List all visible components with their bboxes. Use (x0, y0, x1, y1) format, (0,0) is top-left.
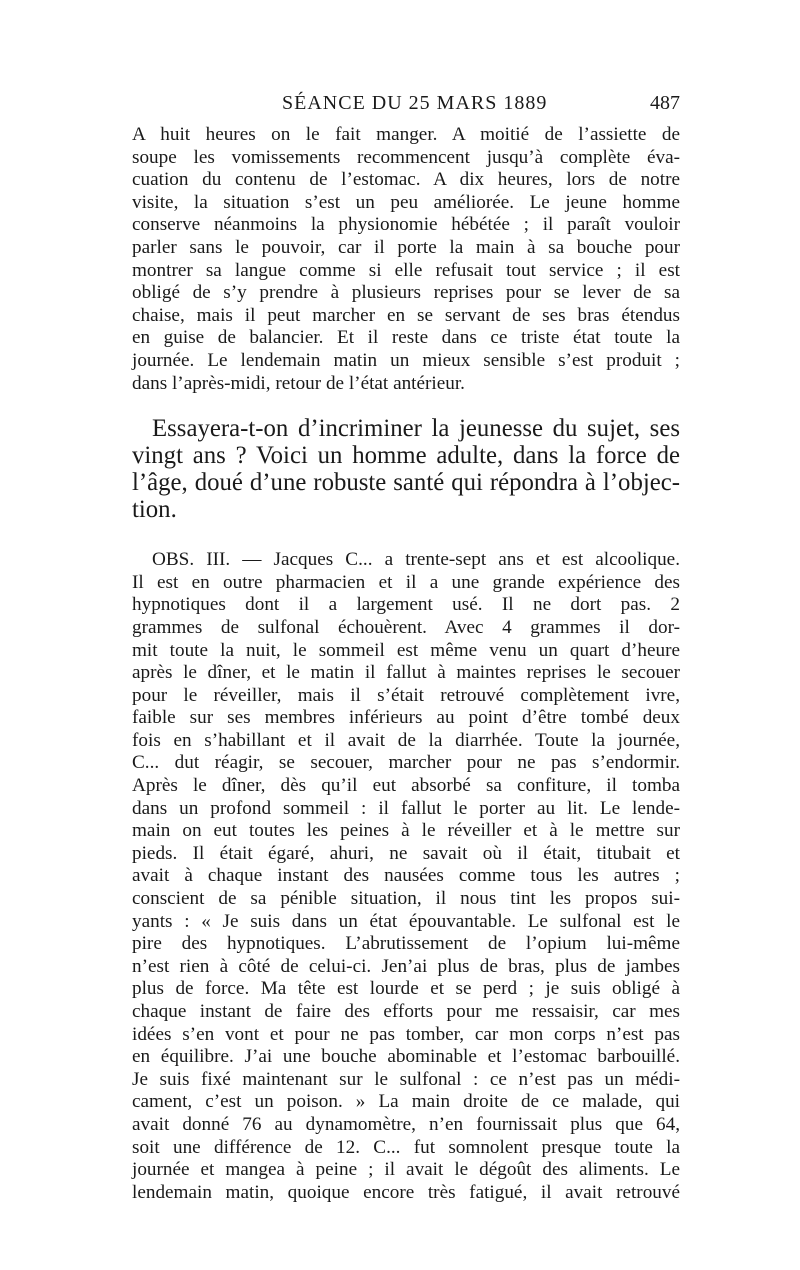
text-line: soit une différence de 12. C... fut somnolent presque toute la (132, 1136, 680, 1158)
text-line: en guise de balancier. Et il reste dans ce triste état toute la (132, 327, 680, 349)
text-line: faible sur ses membres inférieurs au point d’être tombé deux (132, 707, 680, 729)
running-header (132, 92, 680, 124)
text-line: idées s’en vont et pour ne pas tomber, car mon corps n’est pas (132, 1023, 680, 1045)
paragraph-narrative (132, 124, 680, 395)
text-line: pieds. Il était égaré, ahuri, ne savait où il était, titubait et (132, 842, 680, 864)
header-title: SÉANCE DU 25 MARS 1889 (282, 92, 548, 114)
text-line: journée. Le lendemain matin un mieux sensible s’est produit ; (132, 349, 680, 371)
text-line: Je suis fixé maintenant sur le sulfonal : ce n’est pas un médi- (132, 1068, 680, 1090)
text-line: chaise, mais il peut marcher en se servant de ses bras étendus (132, 304, 680, 326)
page-number: 487 (650, 92, 680, 114)
document-page (132, 92, 680, 1204)
text-line: conserve néanmoins la physionomie hébétée ; il paraît vouloir (132, 214, 680, 236)
text-line: montrer sa langue comme si elle refusait tout service ; il est (132, 259, 680, 281)
text-line: dans l’après-midi, retour de l’état antérieur. (132, 372, 465, 394)
text-line: avait donné 76 au dynamomètre, n’en fournissait plus que 64, (132, 1113, 680, 1135)
paragraph-observation (132, 549, 680, 1204)
text-line: Après le dîner, dès qu’il eut absorbé sa confiture, il tomba (132, 775, 680, 797)
text-line: yants : « Je suis dans un état épouvantable. Le sulfonal est le (132, 910, 680, 932)
text-line: en équilibre. J’ai une bouche abominable et l’estomac barbouillé. (132, 1046, 680, 1068)
text-line: dans un profond sommeil : il fallut le porter au lit. Le lende- (132, 797, 680, 819)
text-line: OBS. III. — Jacques C... a trente-sept ans et est alcoolique. (152, 549, 680, 571)
paragraph-commentary (132, 415, 680, 523)
text-line: main on eut toutes les peines à le réveiller et à le mettre sur (132, 820, 680, 842)
text-line: Il est en outre pharmacien et il a une grande expérience des (132, 571, 680, 593)
text-line: pour le réveiller, mais il s’était retrouvé complètement ivre, (132, 684, 680, 706)
text-line: après le dîner, et le matin il fallut à maintes reprises le secouer (132, 662, 680, 684)
text-line: A huit heures on le fait manger. A moitié de l’assiette de (132, 124, 680, 145)
text-line: pire des hypnotiques. L’abrutissement de l’opium lui-même (132, 933, 680, 955)
text-line: journée et mangea à peine ; il avait le dégoût des aliments. Le (132, 1159, 680, 1181)
text-line: lendemain matin, quoique encore très fatigué, il avait retrouvé (132, 1181, 680, 1203)
text-line: soupe les vomissements recommencent jusqu’à complète éva- (132, 146, 680, 168)
text-line: tion. (132, 496, 177, 524)
text-line: n’est rien à côté de celui-ci. Jen’ai plus de bras, plus de jambes (132, 955, 680, 977)
text-line: hypnotiques dont il a largement usé. Il ne dort pas. 2 (132, 594, 680, 616)
text-line: C... dut réagir, se secouer, marcher pour ne pas s’endormir. (132, 752, 680, 774)
text-line: cament, c’est un poison. » La main droite de ce malade, qui (132, 1091, 680, 1113)
text-line: mit toute la nuit, le sommeil est même venu un quart d’heure (132, 639, 680, 661)
text-line: cuation du contenu de l’estomac. A dix heures, lors de notre (132, 169, 680, 191)
text-line: parler sans le pouvoir, car il porte la main à sa bouche pour (132, 236, 680, 258)
text-line: l’âge, doué d’une robuste santé qui répondra à l’objec- (132, 469, 680, 497)
text-line: visite, la situation s’est un peu améliorée. Le jeune homme (132, 191, 680, 213)
text-line: Essayera-t-on d’incriminer la jeunesse du sujet, ses (152, 415, 680, 443)
text-line: fois en s’habillant et il avait de la diarrhée. Toute la journée, (132, 729, 680, 751)
text-line: obligé de s’y prendre à plusieurs reprises pour se lever de sa (132, 282, 680, 304)
text-line: avait à chaque instant des nausées comme tous les autres ; (132, 865, 680, 887)
text-line: plus de force. Ma tête est lourde et se perd ; je suis obligé à (132, 978, 680, 1000)
text-line: grammes de sulfonal échouèrent. Avec 4 grammes il dor- (132, 616, 680, 638)
text-line: conscient de sa pénible situation, il nous tint les propos sui- (132, 888, 680, 910)
text-line: chaque instant de faire des efforts pour me ressaisir, car mes (132, 1001, 680, 1022)
text-line: vingt ans ? Voici un homme adulte, dans la force de (132, 442, 680, 470)
